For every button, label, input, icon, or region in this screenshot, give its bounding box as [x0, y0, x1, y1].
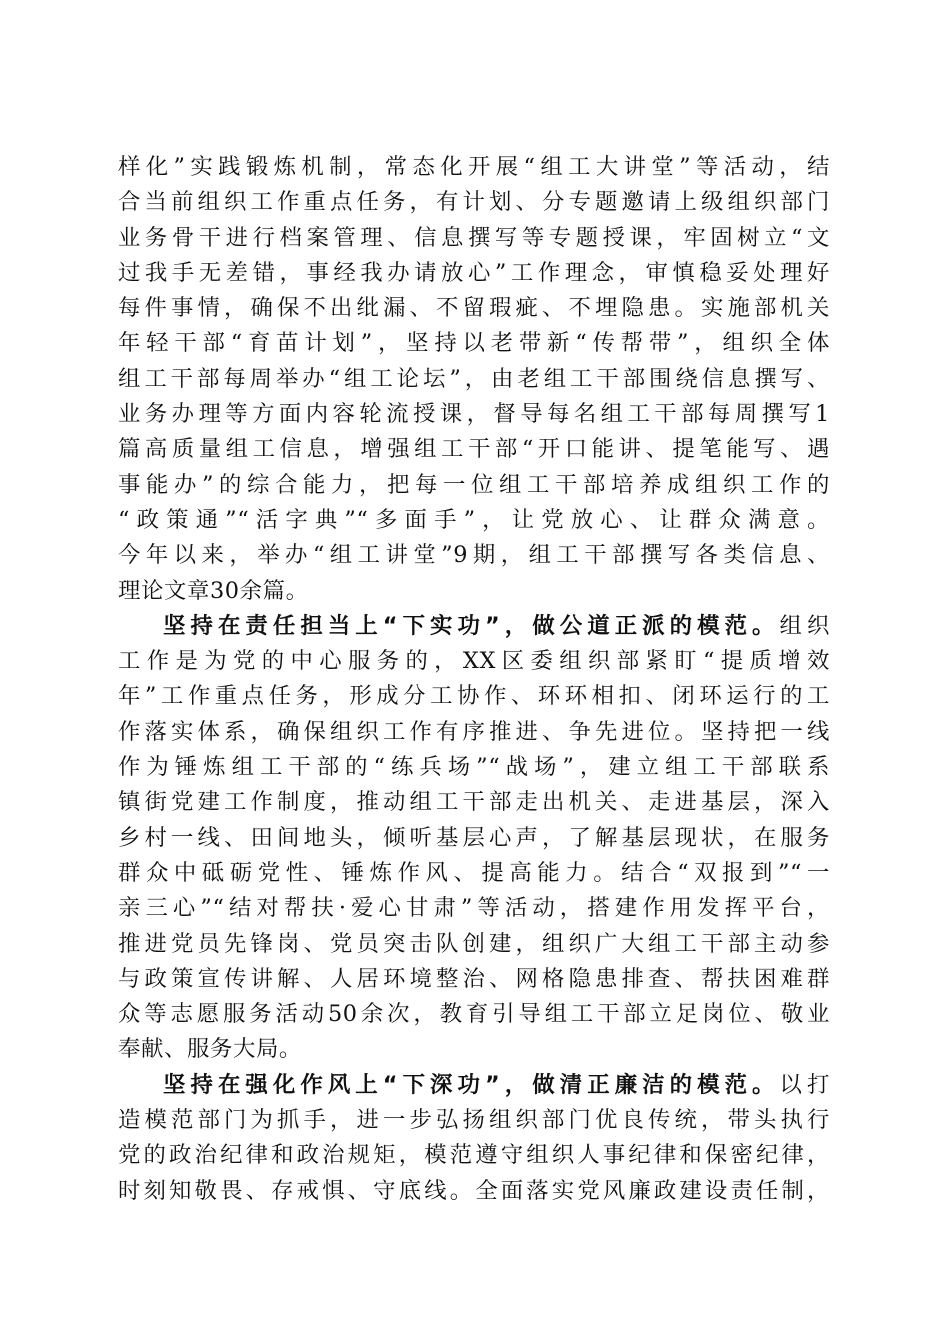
document-page: [118, 150, 830, 1209]
section-heading: 坚持在责任担当上“下实功”，做公道正派的模范。: [163, 612, 780, 639]
text-line: “政策通”“活字典”“多面手”，让党放心、让群众满意。: [118, 506, 830, 533]
text-line: 样化”实践锻炼机制，常态化开展“组工大讲堂”等活动，结: [118, 154, 830, 180]
text-line: 奉献、服务大局。: [118, 1036, 302, 1063]
text-line: 年轻干部“育苗计划”，坚持以老带新“传帮带”，组织全体: [118, 330, 830, 357]
text-line: 时刻知敬畏、存戒惧、守底线。全面落实党风廉政建设责任制，: [118, 1177, 830, 1204]
text-line: 组工干部每周举办“组工论坛”，由老组工干部围绕信息撰写、: [118, 365, 830, 392]
text-line: 众等志愿服务活动50余次，教育引导组工干部立足岗位、敬业: [118, 1001, 830, 1028]
text-line: 群众中砥砺党性、锤炼作风、提高能力。结合“双报到”“一: [118, 859, 830, 886]
text-line: 镇街党建工作制度，推动组工干部走出机关、走进基层，深入: [118, 789, 830, 816]
text-line: 亲三心”“结对帮扶·爱心甘肃”等活动，搭建作用发挥平台，: [118, 895, 830, 922]
text-line: 每件事情，确保不出纰漏、不留瑕疵、不埋隐患。实施部机关: [118, 295, 830, 322]
text-line: 乡村一线、田间地头，倾听基层心声，了解基层现状，在服务: [118, 824, 830, 851]
text-line: 篇高质量组工信息，增强组工干部“开口能讲、提笔能写、遇: [118, 436, 830, 463]
text-line: 作为锤炼组工干部的“练兵场”“战场”，建立组工干部联系: [118, 754, 830, 781]
text-line: 今年以来，举办“组工讲堂”9期，组工干部撰写各类信息、: [118, 542, 830, 569]
text-line: 造模范部门为抓手，进一步弘扬组织部门优良传统，带头执行: [118, 1107, 830, 1134]
paragraph-first-line: [118, 609, 830, 644]
text-line: 合当前组织工作重点任务，有计划、分专题邀请上级组织部门: [118, 189, 830, 216]
text-fragment: 组织: [779, 612, 830, 639]
text-line: 与政策宣传讲解、人居环境整治、网格隐患排查、帮扶困难群: [118, 965, 830, 992]
paragraph-responsibility: [118, 609, 830, 1068]
text-line: 事能办”的综合能力，把每一位组工干部培养成组织工作的: [118, 471, 830, 498]
text-line: 推进党员先锋岗、党员突击队创建，组织广大组工干部主动参: [118, 930, 830, 957]
text-line: 业务办理等方面内容轮流授课，督导每名组工干部每周撰写1: [118, 401, 830, 428]
text-line: 年”工作重点任务，形成分工协作、环环相扣、闭环运行的工: [118, 683, 830, 710]
text-line: 业务骨干进行档案管理、信息撰写等专题授课，牢固树立“文: [118, 224, 830, 251]
text-line: 过我手无差错，事经我办请放心”工作理念，审慎稳妥处理好: [118, 259, 830, 286]
paragraph-training: [118, 150, 830, 609]
section-heading: 坚持在强化作风上“下深功”，做清正廉洁的模范。: [163, 1071, 780, 1098]
paragraph-work-style: [118, 1068, 830, 1209]
paragraph-first-line: [118, 1068, 830, 1103]
text-line: 理论文章30余篇。: [118, 577, 309, 604]
text-fragment: 以打: [779, 1071, 830, 1098]
text-line: 党的政治纪律和政治规矩，模范遵守组织人事纪律和保密纪律，: [118, 1142, 830, 1169]
text-line: 工作是为党的中心服务的，XX区委组织部紧盯“提质增效: [118, 648, 830, 675]
text-line: 作落实体系，确保组织工作有序推进、争先进位。坚持把一线: [118, 718, 830, 745]
